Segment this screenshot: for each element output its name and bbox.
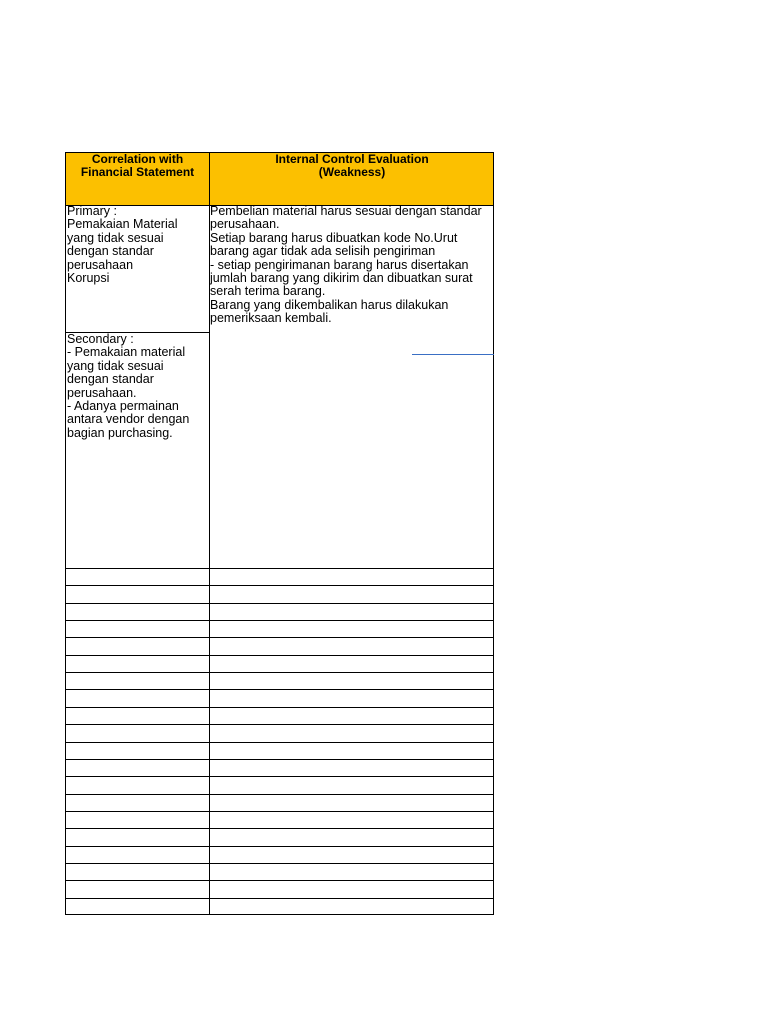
table-row-divider bbox=[66, 776, 493, 777]
table-row-divider bbox=[66, 672, 493, 673]
table-row-divider bbox=[66, 655, 493, 656]
secondary-cell bbox=[67, 333, 209, 440]
secondary-line: perusahaan. bbox=[67, 385, 137, 400]
header-internal-control bbox=[210, 153, 494, 205]
header-internal-control-line-1: Internal Control Evaluation bbox=[275, 152, 429, 166]
table-row-divider bbox=[66, 742, 493, 743]
weakness-cell bbox=[210, 205, 494, 326]
table-row-divider bbox=[66, 811, 493, 812]
secondary-line: yang tidak sesuai bbox=[67, 358, 164, 373]
table-row-divider bbox=[66, 759, 493, 760]
weakness-line: serah terima barang. bbox=[210, 284, 326, 299]
weakness-line: Pembelian material harus sesuai dengan standar bbox=[210, 204, 482, 218]
header-correlation bbox=[66, 153, 209, 205]
primary-line: yang tidak sesuai bbox=[67, 230, 164, 245]
table-row-divider bbox=[66, 707, 493, 708]
header-correlation-line-2: Financial Statement bbox=[80, 165, 195, 179]
secondary-line: - Adanya permainan bbox=[67, 399, 179, 414]
primary-line: perusahaan bbox=[67, 257, 134, 272]
primary-line: Pemakaian Material bbox=[67, 217, 178, 232]
weakness-line: perusahaan. bbox=[210, 217, 280, 232]
table-row-divider bbox=[66, 620, 493, 621]
table-row-divider bbox=[66, 724, 493, 725]
secondary-line: - Pemakaian material bbox=[67, 345, 186, 360]
primary-line: Korupsi bbox=[67, 271, 110, 286]
header-internal-control-line-2: (Weakness) bbox=[318, 165, 386, 179]
table-row-divider bbox=[66, 863, 493, 864]
table-row-divider bbox=[66, 585, 493, 586]
weakness-line: - setiap pengirimanan barang harus disertakan bbox=[210, 257, 469, 272]
primary-cell bbox=[67, 205, 209, 285]
table-row-divider bbox=[66, 603, 493, 604]
evaluation-table bbox=[65, 152, 494, 915]
table-row-divider bbox=[66, 637, 493, 638]
table-row-divider bbox=[66, 794, 493, 795]
header-correlation-line-1: Correlation with bbox=[91, 152, 184, 166]
weakness-line: Setiap barang harus dibuatkan kode No.Urut bbox=[210, 230, 458, 245]
secondary-line: antara vendor dengan bbox=[67, 412, 190, 427]
weakness-line: Barang yang dikembalikan harus dilakukan bbox=[210, 297, 449, 312]
table-row-divider bbox=[66, 846, 493, 847]
weakness-line: barang agar tidak ada selisih pengiriman bbox=[210, 244, 436, 259]
weakness-line: jumlah barang yang dikirim dan dibuatkan surat bbox=[210, 271, 473, 286]
secondary-line: dengan standar bbox=[67, 372, 154, 387]
table-row-divider bbox=[66, 880, 493, 881]
primary-line: dengan standar bbox=[67, 244, 154, 259]
secondary-line: Secondary : bbox=[67, 332, 134, 346]
secondary-line: bagian purchasing. bbox=[67, 425, 173, 440]
table-row-divider bbox=[66, 689, 493, 690]
table-row-divider bbox=[66, 898, 493, 899]
table-header bbox=[66, 153, 493, 206]
table-row-divider bbox=[66, 828, 493, 829]
weakness-line: pemeriksaan kembali. bbox=[210, 311, 332, 326]
primary-line: Primary : bbox=[67, 204, 117, 218]
selection-line bbox=[412, 354, 494, 355]
table-row-divider bbox=[66, 568, 493, 569]
